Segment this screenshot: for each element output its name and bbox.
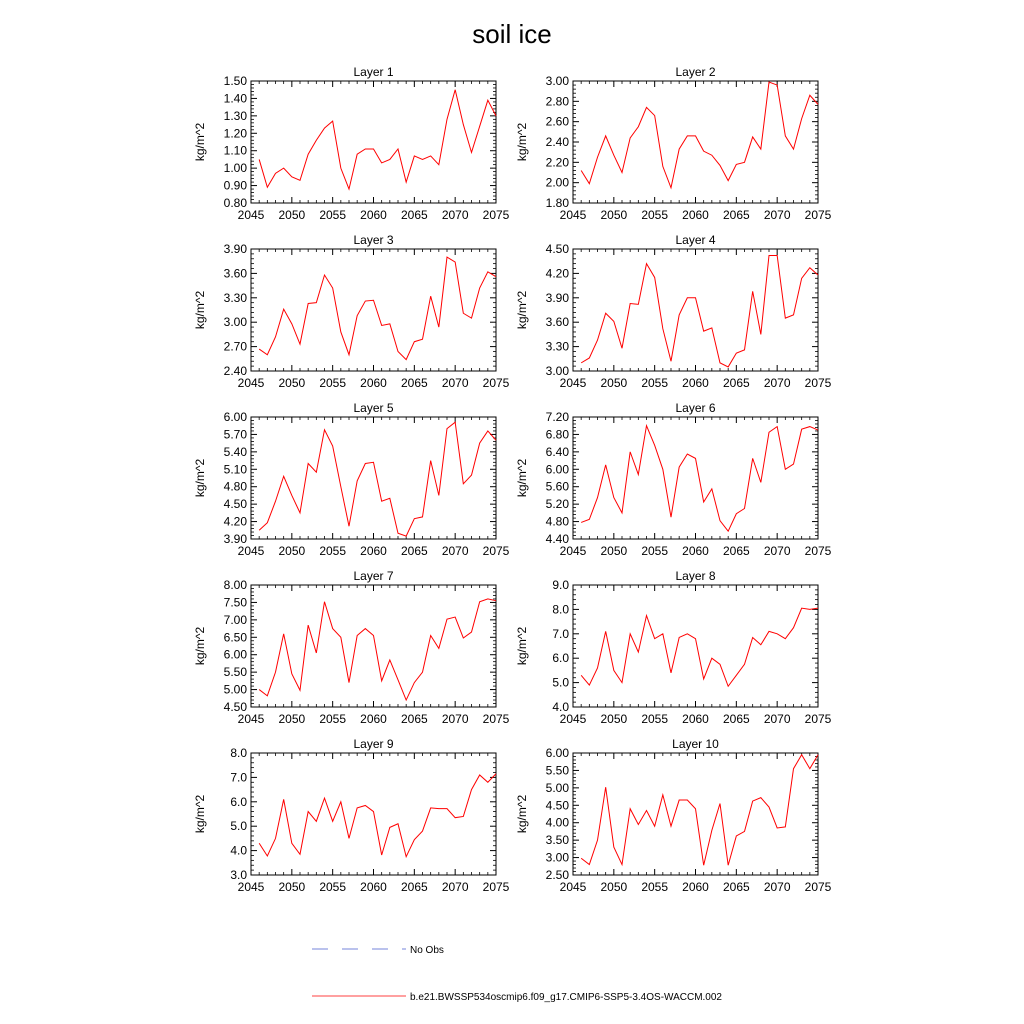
y-tick-label: 8.00 [223, 578, 247, 592]
y-tick-label: 4.50 [223, 700, 247, 714]
y-tick-label: 3.00 [545, 74, 569, 88]
y-tick-label: 3.00 [223, 315, 247, 330]
x-tick-label: 2060 [360, 376, 387, 390]
x-tick-label: 2060 [360, 544, 387, 558]
y-tick-label: 3.00 [545, 364, 569, 378]
x-tick-label: 2050 [600, 712, 628, 726]
x-tick-label: 2060 [682, 712, 709, 726]
x-tick-label: 2065 [722, 376, 750, 390]
x-tick-label: 2070 [441, 880, 469, 894]
x-tick-label: 2065 [400, 208, 428, 222]
y-tick-label: 4.40 [545, 532, 569, 546]
y-tick-label: 6.0 [230, 794, 247, 809]
x-tick-label: 2055 [641, 544, 669, 558]
y-tick-label: 4.00 [545, 815, 569, 830]
y-tick-label: 5.60 [545, 479, 569, 494]
y-tick-label: 5.50 [545, 763, 569, 778]
x-tick-label: 2075 [482, 544, 510, 558]
x-tick-label: 2055 [319, 712, 347, 726]
y-axis-label: kg/m^2 [515, 122, 529, 162]
x-tick-label: 2060 [682, 208, 709, 222]
y-tick-label: 7.20 [545, 410, 569, 424]
y-tick-label: 5.0 [552, 675, 569, 690]
x-tick-label: 2055 [641, 376, 669, 390]
x-tick-label: 2045 [237, 544, 265, 558]
x-tick-label: 2075 [482, 208, 510, 222]
x-tick-label: 2065 [400, 712, 428, 726]
y-tick-label: 3.50 [545, 833, 569, 848]
y-axis-label: kg/m^2 [515, 794, 529, 834]
x-tick-label: 2045 [559, 880, 587, 894]
y-tick-label: 8.0 [230, 746, 247, 760]
y-tick-label: 3.30 [545, 339, 569, 354]
y-tick-label: 5.0 [230, 819, 247, 834]
panel-title: Layer 10 [672, 737, 719, 751]
x-tick-label: 2070 [763, 376, 791, 390]
x-tick-label: 2045 [559, 712, 587, 726]
panel-title: Layer 8 [675, 569, 716, 583]
x-tick-label: 2075 [482, 712, 510, 726]
y-tick-label: 3.00 [545, 850, 569, 865]
x-tick-label: 2045 [559, 544, 587, 558]
panel-title: Layer 1 [353, 65, 394, 79]
y-axis-label: kg/m^2 [193, 794, 207, 834]
x-tick-label: 2070 [763, 712, 791, 726]
figure-title: soil ice [472, 19, 552, 49]
x-tick-label: 2070 [441, 376, 469, 390]
y-tick-label: 6.40 [545, 444, 569, 459]
y-tick-label: 5.10 [223, 462, 247, 477]
y-tick-label: 3.0 [230, 868, 247, 882]
y-tick-label: 9.0 [552, 578, 569, 592]
x-tick-label: 2050 [278, 376, 306, 390]
y-tick-label: 4.80 [545, 514, 569, 529]
legend-model-label: b.e21.BWSSP534oscmip6.f09_g17.CMIP6-SSP5-3.4OS-WACCM.002 [410, 992, 722, 1003]
panel-title: Layer 5 [353, 401, 394, 415]
x-tick-label: 2075 [804, 208, 832, 222]
y-tick-label: 6.00 [223, 647, 247, 662]
x-tick-label: 2070 [763, 880, 791, 894]
y-tick-label: 6.0 [552, 651, 569, 666]
x-tick-label: 2060 [360, 208, 387, 222]
x-tick-label: 2065 [722, 544, 750, 558]
x-tick-label: 2070 [763, 208, 791, 222]
y-axis-label: kg/m^2 [193, 122, 207, 162]
x-tick-label: 2050 [600, 880, 628, 894]
y-axis-label: kg/m^2 [193, 626, 207, 666]
x-tick-label: 2075 [804, 880, 832, 894]
x-tick-label: 2070 [441, 208, 469, 222]
y-tick-label: 8.0 [552, 602, 569, 617]
y-tick-label: 6.80 [545, 427, 569, 442]
panel-title: Layer 3 [353, 233, 394, 247]
y-tick-label: 4.20 [223, 514, 247, 529]
x-tick-label: 2060 [360, 880, 387, 894]
x-tick-label: 2065 [722, 208, 750, 222]
legend-obs-label: No Obs [410, 945, 444, 956]
y-tick-label: 3.90 [223, 242, 247, 256]
x-tick-label: 2045 [237, 208, 265, 222]
y-tick-label: 1.00 [223, 161, 247, 176]
y-tick-label: 3.60 [223, 266, 247, 281]
y-tick-label: 3.30 [223, 290, 247, 305]
y-tick-label: 1.80 [545, 196, 569, 210]
y-tick-label: 5.00 [545, 780, 569, 795]
y-axis-label: kg/m^2 [515, 458, 529, 498]
panel-title: Layer 2 [675, 65, 716, 79]
x-tick-label: 2060 [682, 376, 709, 390]
y-tick-label: 4.50 [545, 242, 569, 256]
y-tick-label: 2.50 [545, 868, 569, 882]
y-tick-label: 1.20 [223, 126, 247, 141]
x-tick-label: 2045 [237, 712, 265, 726]
y-tick-label: 5.20 [545, 497, 569, 512]
x-tick-label: 2065 [722, 880, 750, 894]
x-tick-label: 2055 [641, 712, 669, 726]
y-tick-label: 7.0 [552, 626, 569, 641]
y-tick-label: 2.80 [545, 94, 569, 109]
x-tick-label: 2070 [763, 544, 791, 558]
panel-title: Layer 7 [353, 569, 394, 583]
y-tick-label: 4.0 [230, 843, 247, 858]
y-tick-label: 1.50 [223, 74, 247, 88]
y-tick-label: 0.90 [223, 178, 247, 193]
y-axis-label: kg/m^2 [515, 626, 529, 666]
y-tick-label: 4.80 [223, 479, 247, 494]
x-tick-label: 2075 [804, 544, 832, 558]
x-tick-label: 2055 [319, 544, 347, 558]
y-tick-label: 6.00 [545, 462, 569, 477]
x-tick-label: 2075 [482, 376, 510, 390]
x-tick-label: 2050 [278, 208, 306, 222]
y-tick-label: 2.60 [545, 114, 569, 129]
y-tick-label: 6.50 [223, 630, 247, 645]
x-tick-label: 2055 [641, 208, 669, 222]
x-tick-label: 2045 [559, 208, 587, 222]
x-tick-label: 2050 [278, 880, 306, 894]
y-tick-label: 4.50 [545, 798, 569, 813]
y-tick-label: 3.60 [545, 315, 569, 330]
y-tick-label: 1.30 [223, 108, 247, 123]
y-axis-label: kg/m^2 [193, 458, 207, 498]
x-tick-label: 2050 [600, 544, 628, 558]
x-tick-label: 2045 [559, 376, 587, 390]
y-tick-label: 7.50 [223, 595, 247, 610]
y-tick-label: 4.20 [545, 266, 569, 281]
x-tick-label: 2045 [237, 376, 265, 390]
x-tick-label: 2045 [237, 880, 265, 894]
x-tick-label: 2070 [441, 544, 469, 558]
x-tick-label: 2055 [319, 376, 347, 390]
y-tick-label: 1.40 [223, 91, 247, 106]
y-tick-label: 4.50 [223, 497, 247, 512]
panel-title: Layer 6 [675, 401, 716, 415]
y-tick-label: 2.70 [223, 339, 247, 354]
x-tick-label: 2065 [400, 880, 428, 894]
y-tick-label: 3.90 [223, 532, 247, 546]
x-tick-label: 2070 [441, 712, 469, 726]
x-tick-label: 2050 [278, 712, 306, 726]
y-axis-label: kg/m^2 [515, 290, 529, 330]
x-tick-label: 2050 [600, 208, 628, 222]
y-tick-label: 5.70 [223, 427, 247, 442]
y-tick-label: 7.00 [223, 612, 247, 627]
y-tick-label: 2.40 [545, 135, 569, 149]
x-tick-label: 2065 [400, 544, 428, 558]
y-axis-label: kg/m^2 [193, 290, 207, 330]
x-tick-label: 2065 [400, 376, 428, 390]
x-tick-label: 2075 [804, 712, 832, 726]
x-tick-label: 2050 [278, 544, 306, 558]
x-tick-label: 2055 [319, 880, 347, 894]
x-tick-label: 2075 [804, 376, 832, 390]
y-tick-label: 5.40 [223, 444, 247, 459]
x-tick-label: 2060 [360, 712, 387, 726]
y-tick-label: 6.00 [545, 746, 569, 760]
panel-title: Layer 9 [353, 737, 394, 751]
y-tick-label: 4.0 [552, 700, 569, 714]
y-tick-label: 5.00 [223, 682, 247, 697]
x-tick-label: 2055 [641, 880, 669, 894]
x-tick-label: 2050 [600, 376, 628, 390]
x-tick-label: 2060 [682, 544, 709, 558]
y-tick-label: 0.80 [223, 196, 247, 210]
y-tick-label: 2.00 [545, 175, 569, 190]
y-tick-label: 1.10 [223, 143, 247, 158]
x-tick-label: 2065 [722, 712, 750, 726]
x-tick-label: 2075 [482, 880, 510, 894]
y-tick-label: 3.90 [545, 290, 569, 305]
panel-title: Layer 4 [675, 233, 716, 247]
y-tick-label: 2.20 [545, 155, 569, 170]
y-tick-label: 7.0 [230, 770, 247, 785]
y-tick-label: 5.50 [223, 665, 247, 680]
x-tick-label: 2055 [319, 208, 347, 222]
y-tick-label: 2.40 [223, 364, 247, 378]
y-tick-label: 6.00 [223, 410, 247, 424]
x-tick-label: 2060 [682, 880, 709, 894]
